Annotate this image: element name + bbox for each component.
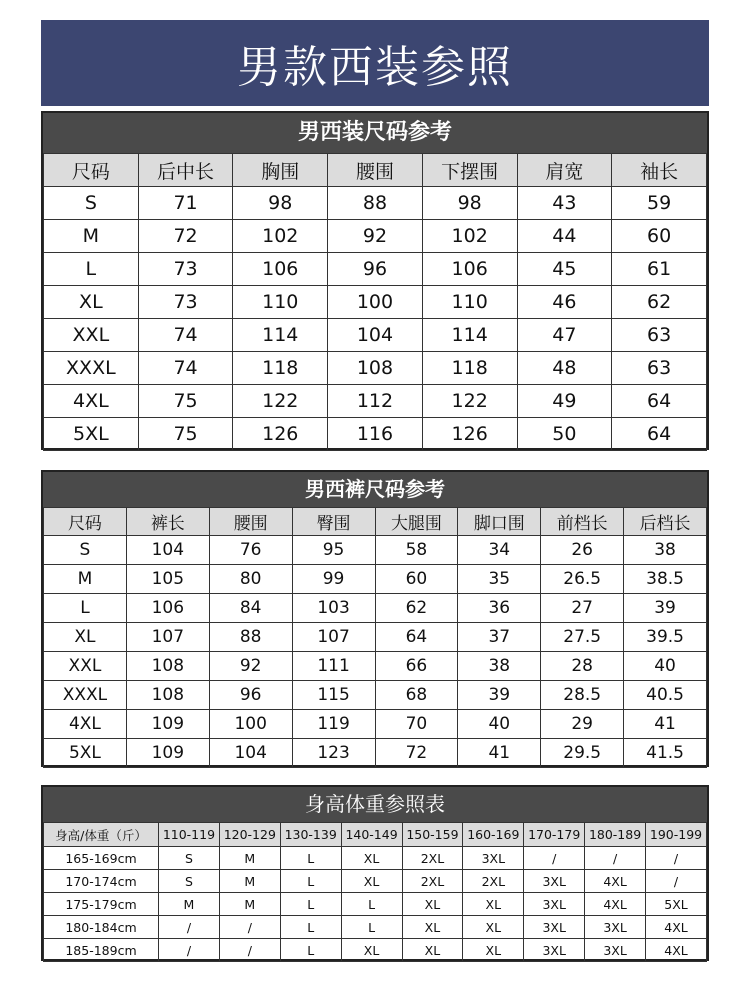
table-row bbox=[44, 939, 707, 962]
table-cell: 45 bbox=[517, 253, 612, 286]
table-row bbox=[44, 847, 707, 870]
table-cell: L bbox=[280, 893, 341, 916]
table-row bbox=[44, 916, 707, 939]
table-cell: 114 bbox=[422, 319, 517, 352]
row-label-cell: M bbox=[44, 220, 139, 253]
table-cell: 98 bbox=[233, 187, 328, 220]
table-cell: 60 bbox=[612, 220, 707, 253]
table-cell: 66 bbox=[375, 652, 458, 681]
table-cell: 115 bbox=[292, 681, 375, 710]
table-cell: 92 bbox=[328, 220, 423, 253]
column-header: 脚口围 bbox=[458, 508, 541, 536]
table-cell: 70 bbox=[375, 710, 458, 739]
table-cell: 40.5 bbox=[624, 681, 707, 710]
table-cell: S bbox=[159, 847, 220, 870]
row-label-cell: 4XL bbox=[44, 385, 139, 418]
row-label-cell: XXXL bbox=[44, 681, 127, 710]
table-cell: 47 bbox=[517, 319, 612, 352]
table-cell: 74 bbox=[138, 352, 233, 385]
table-cell: XL bbox=[341, 870, 402, 893]
table-cell: 58 bbox=[375, 536, 458, 565]
table-cell: XL bbox=[402, 916, 463, 939]
table-header-row bbox=[44, 154, 707, 187]
table-cell: / bbox=[524, 847, 585, 870]
column-header: 150-159 bbox=[402, 823, 463, 847]
table-cell: 59 bbox=[612, 187, 707, 220]
table-cell: 64 bbox=[612, 418, 707, 451]
table-cell: 41.5 bbox=[624, 739, 707, 768]
table-cell: / bbox=[159, 916, 220, 939]
table-cell: 5XL bbox=[646, 893, 707, 916]
table-cell: 38 bbox=[624, 536, 707, 565]
table-row bbox=[44, 286, 707, 319]
table-cell: 46 bbox=[517, 286, 612, 319]
row-label-cell: 185-189cm bbox=[44, 939, 159, 962]
table-row bbox=[44, 623, 707, 652]
table-cell: 64 bbox=[612, 385, 707, 418]
table-row bbox=[44, 710, 707, 739]
table-cell: L bbox=[341, 893, 402, 916]
row-label-cell: 175-179cm bbox=[44, 893, 159, 916]
table-cell: 100 bbox=[328, 286, 423, 319]
table-cell: 119 bbox=[292, 710, 375, 739]
table-cell: S bbox=[159, 870, 220, 893]
table-cell: 88 bbox=[209, 623, 292, 652]
row-label-cell: XXL bbox=[44, 319, 139, 352]
table-cell: 4XL bbox=[585, 870, 646, 893]
table-cell: 118 bbox=[422, 352, 517, 385]
table-cell: 26.5 bbox=[541, 565, 624, 594]
height-weight-table bbox=[43, 822, 707, 962]
table-cell: 48 bbox=[517, 352, 612, 385]
table-cell: 102 bbox=[233, 220, 328, 253]
table-cell: 75 bbox=[138, 385, 233, 418]
table-cell: / bbox=[585, 847, 646, 870]
table-cell: 105 bbox=[126, 565, 209, 594]
table-cell: L bbox=[341, 916, 402, 939]
column-header: 臀围 bbox=[292, 508, 375, 536]
column-header: 140-149 bbox=[341, 823, 402, 847]
table-cell: 104 bbox=[328, 319, 423, 352]
table-cell: XL bbox=[341, 847, 402, 870]
table-cell: 3XL bbox=[524, 939, 585, 962]
table-cell: 114 bbox=[233, 319, 328, 352]
table-row bbox=[44, 187, 707, 220]
row-label-cell: S bbox=[44, 187, 139, 220]
table-cell: L bbox=[280, 870, 341, 893]
suit-size-table bbox=[43, 153, 707, 451]
table-cell: 40 bbox=[458, 710, 541, 739]
row-label-cell: 180-184cm bbox=[44, 916, 159, 939]
table-row bbox=[44, 352, 707, 385]
table-cell: 116 bbox=[328, 418, 423, 451]
table-cell: 39 bbox=[624, 594, 707, 623]
table-cell: 92 bbox=[209, 652, 292, 681]
table-cell: 109 bbox=[126, 710, 209, 739]
table-cell: 109 bbox=[126, 739, 209, 768]
row-label-cell: 165-169cm bbox=[44, 847, 159, 870]
column-header: 身高/体重（斤） bbox=[44, 823, 159, 847]
table-cell: 118 bbox=[233, 352, 328, 385]
table-cell: M bbox=[219, 847, 280, 870]
table-cell: 36 bbox=[458, 594, 541, 623]
table-cell: 34 bbox=[458, 536, 541, 565]
table-cell: 126 bbox=[233, 418, 328, 451]
table-row bbox=[44, 319, 707, 352]
pants-size-chart bbox=[41, 470, 709, 767]
table-cell: 2XL bbox=[402, 847, 463, 870]
table-cell: 102 bbox=[422, 220, 517, 253]
table-cell: 63 bbox=[612, 352, 707, 385]
table-cell: 50 bbox=[517, 418, 612, 451]
table-row bbox=[44, 870, 707, 893]
row-label-cell: XL bbox=[44, 286, 139, 319]
column-header: 腰围 bbox=[328, 154, 423, 187]
table-cell: 63 bbox=[612, 319, 707, 352]
row-label-cell: 5XL bbox=[44, 418, 139, 451]
table-cell: 64 bbox=[375, 623, 458, 652]
column-header: 170-179 bbox=[524, 823, 585, 847]
row-label-cell: S bbox=[44, 536, 127, 565]
table-cell: 38 bbox=[458, 652, 541, 681]
table-cell: 41 bbox=[458, 739, 541, 768]
table-cell: 62 bbox=[375, 594, 458, 623]
table-cell: 96 bbox=[209, 681, 292, 710]
row-label-cell: M bbox=[44, 565, 127, 594]
table-cell: 122 bbox=[233, 385, 328, 418]
page-title: 男款西装参照 bbox=[237, 42, 513, 93]
table-cell: 29.5 bbox=[541, 739, 624, 768]
height-weight-chart bbox=[41, 785, 709, 961]
table-cell: 39 bbox=[458, 681, 541, 710]
table-cell: 110 bbox=[422, 286, 517, 319]
column-header: 180-189 bbox=[585, 823, 646, 847]
table-cell: 106 bbox=[233, 253, 328, 286]
suit-chart-title: 男西装尺码参考 bbox=[43, 113, 707, 153]
table-cell: 44 bbox=[517, 220, 612, 253]
table-cell: 71 bbox=[138, 187, 233, 220]
table-cell: 72 bbox=[138, 220, 233, 253]
table-cell: XL bbox=[402, 893, 463, 916]
table-cell: 40 bbox=[624, 652, 707, 681]
table-cell: 103 bbox=[292, 594, 375, 623]
column-header: 120-129 bbox=[219, 823, 280, 847]
table-row bbox=[44, 565, 707, 594]
column-header: 后中长 bbox=[138, 154, 233, 187]
table-cell: 61 bbox=[612, 253, 707, 286]
column-header: 裤长 bbox=[126, 508, 209, 536]
column-header: 160-169 bbox=[463, 823, 524, 847]
table-cell: XL bbox=[341, 939, 402, 962]
table-cell: 75 bbox=[138, 418, 233, 451]
table-cell: L bbox=[280, 916, 341, 939]
table-cell: 126 bbox=[422, 418, 517, 451]
table-cell: 74 bbox=[138, 319, 233, 352]
column-header: 大腿围 bbox=[375, 508, 458, 536]
pants-size-table bbox=[43, 507, 707, 768]
table-cell: 43 bbox=[517, 187, 612, 220]
table-cell: 41 bbox=[624, 710, 707, 739]
table-cell: 73 bbox=[138, 286, 233, 319]
table-cell: 26 bbox=[541, 536, 624, 565]
table-cell: 76 bbox=[209, 536, 292, 565]
column-header: 后档长 bbox=[624, 508, 707, 536]
table-cell: 27.5 bbox=[541, 623, 624, 652]
row-label-cell: XL bbox=[44, 623, 127, 652]
table-cell: 4XL bbox=[585, 893, 646, 916]
table-cell: 35 bbox=[458, 565, 541, 594]
table-cell: 95 bbox=[292, 536, 375, 565]
column-header: 尺码 bbox=[44, 508, 127, 536]
table-cell: 104 bbox=[209, 739, 292, 768]
table-cell: 108 bbox=[328, 352, 423, 385]
table-cell: / bbox=[219, 916, 280, 939]
table-cell: 27 bbox=[541, 594, 624, 623]
table-row bbox=[44, 220, 707, 253]
row-label-cell: 170-174cm bbox=[44, 870, 159, 893]
column-header: 胸围 bbox=[233, 154, 328, 187]
table-cell: 4XL bbox=[646, 939, 707, 962]
table-cell: M bbox=[219, 870, 280, 893]
table-cell: 107 bbox=[292, 623, 375, 652]
table-cell: 28 bbox=[541, 652, 624, 681]
table-cell: 122 bbox=[422, 385, 517, 418]
table-cell: / bbox=[159, 939, 220, 962]
table-cell: 3XL bbox=[463, 847, 524, 870]
row-label-cell: 5XL bbox=[44, 739, 127, 768]
table-cell: 37 bbox=[458, 623, 541, 652]
table-cell: 39.5 bbox=[624, 623, 707, 652]
column-header: 腰围 bbox=[209, 508, 292, 536]
table-cell: 106 bbox=[422, 253, 517, 286]
table-cell: XL bbox=[463, 939, 524, 962]
table-cell: 3XL bbox=[524, 870, 585, 893]
row-label-cell: XXL bbox=[44, 652, 127, 681]
table-cell: XL bbox=[402, 939, 463, 962]
table-row bbox=[44, 594, 707, 623]
table-cell: 108 bbox=[126, 681, 209, 710]
table-cell: 88 bbox=[328, 187, 423, 220]
column-header: 下摆围 bbox=[422, 154, 517, 187]
table-cell: 98 bbox=[422, 187, 517, 220]
table-cell: 84 bbox=[209, 594, 292, 623]
table-cell: 3XL bbox=[524, 893, 585, 916]
row-label-cell: XXXL bbox=[44, 352, 139, 385]
suit-size-chart bbox=[41, 111, 709, 450]
table-cell: M bbox=[219, 893, 280, 916]
table-cell: 72 bbox=[375, 739, 458, 768]
table-cell: 49 bbox=[517, 385, 612, 418]
table-cell: / bbox=[646, 870, 707, 893]
table-cell: 104 bbox=[126, 536, 209, 565]
table-cell: 29 bbox=[541, 710, 624, 739]
table-row bbox=[44, 418, 707, 451]
table-cell: 99 bbox=[292, 565, 375, 594]
table-cell: 111 bbox=[292, 652, 375, 681]
table-cell: / bbox=[219, 939, 280, 962]
column-header: 肩宽 bbox=[517, 154, 612, 187]
table-row bbox=[44, 536, 707, 565]
table-cell: 62 bbox=[612, 286, 707, 319]
table-cell: XL bbox=[463, 893, 524, 916]
table-cell: 2XL bbox=[402, 870, 463, 893]
table-cell: L bbox=[280, 939, 341, 962]
table-cell: 106 bbox=[126, 594, 209, 623]
row-label-cell: 4XL bbox=[44, 710, 127, 739]
table-row bbox=[44, 893, 707, 916]
table-cell: 110 bbox=[233, 286, 328, 319]
row-label-cell: L bbox=[44, 253, 139, 286]
column-header: 110-119 bbox=[159, 823, 220, 847]
table-cell: M bbox=[159, 893, 220, 916]
column-header: 尺码 bbox=[44, 154, 139, 187]
column-header: 130-139 bbox=[280, 823, 341, 847]
table-cell: 60 bbox=[375, 565, 458, 594]
page-title-banner bbox=[41, 20, 709, 106]
table-row bbox=[44, 652, 707, 681]
pants-chart-title: 男西裤尺码参考 bbox=[43, 472, 707, 507]
column-header: 前档长 bbox=[541, 508, 624, 536]
table-cell: 100 bbox=[209, 710, 292, 739]
table-cell: 3XL bbox=[585, 939, 646, 962]
table-header-row bbox=[44, 823, 707, 847]
table-cell: 68 bbox=[375, 681, 458, 710]
table-cell: 112 bbox=[328, 385, 423, 418]
table-cell: 108 bbox=[126, 652, 209, 681]
height-weight-chart-title: 身高体重参照表 bbox=[43, 787, 707, 822]
table-cell: 123 bbox=[292, 739, 375, 768]
table-cell: XL bbox=[463, 916, 524, 939]
table-cell: 2XL bbox=[463, 870, 524, 893]
column-header: 190-199 bbox=[646, 823, 707, 847]
table-cell: 3XL bbox=[585, 916, 646, 939]
table-row bbox=[44, 681, 707, 710]
table-cell: / bbox=[646, 847, 707, 870]
table-cell: 107 bbox=[126, 623, 209, 652]
table-cell: 28.5 bbox=[541, 681, 624, 710]
table-header-row bbox=[44, 508, 707, 536]
column-header: 袖长 bbox=[612, 154, 707, 187]
table-cell: 96 bbox=[328, 253, 423, 286]
table-cell: 73 bbox=[138, 253, 233, 286]
table-row bbox=[44, 739, 707, 768]
table-cell: 3XL bbox=[524, 916, 585, 939]
table-row bbox=[44, 385, 707, 418]
table-cell: 38.5 bbox=[624, 565, 707, 594]
table-cell: L bbox=[280, 847, 341, 870]
table-cell: 80 bbox=[209, 565, 292, 594]
table-row bbox=[44, 253, 707, 286]
row-label-cell: L bbox=[44, 594, 127, 623]
table-cell: 4XL bbox=[646, 916, 707, 939]
